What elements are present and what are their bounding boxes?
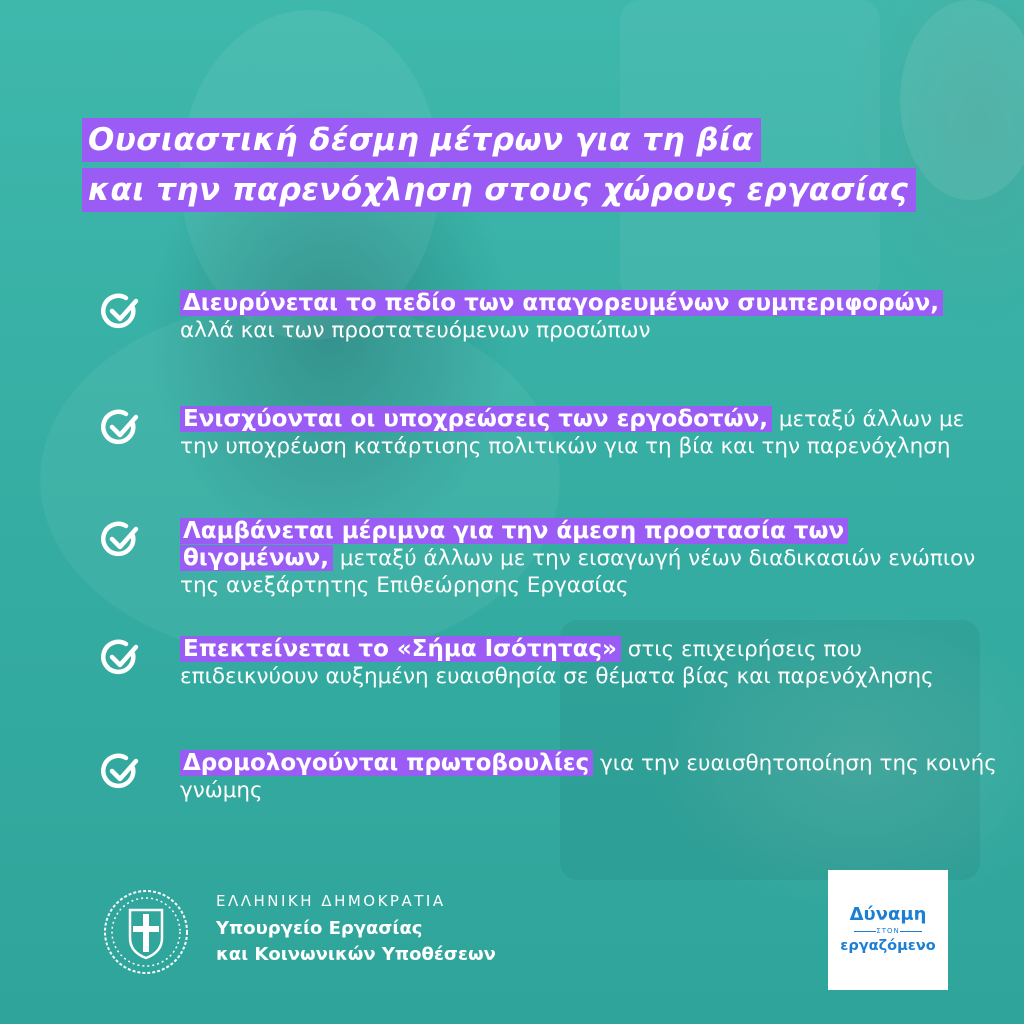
background-figure-shape bbox=[40, 300, 560, 660]
measure-text bbox=[180, 636, 1000, 690]
check-circle-icon bbox=[100, 752, 140, 792]
ministry-name-line-2: και Κοινωνικών Υποθέσεων bbox=[216, 944, 496, 965]
measure-text bbox=[180, 518, 1000, 599]
logo-word-dynami: Δύναμη bbox=[849, 904, 927, 925]
republic-label: ΕΛΛΗΝΙΚΗ ΔΗΜΟΚΡΑΤΙΑ bbox=[216, 892, 446, 910]
poster-title bbox=[82, 118, 916, 212]
measure-description: μεταξύ άλλων με την εισαγωγή νέων διαδικασιών ενώπιον της ανεξάρτητης Επιθεώρησης Εργασίας bbox=[180, 546, 976, 598]
measure-description: για την ευαισθητοποίηση της κοινής γνώμης bbox=[180, 751, 997, 803]
measure-highlight: Δρομολογούνται πρωτοβουλίες bbox=[180, 750, 593, 776]
measure-highlight: Ενισχύονται οι υποχρεώσεις των εργοδοτών, bbox=[180, 406, 772, 432]
ministry-name-line-1: Υπουργείο Εργασίας bbox=[216, 918, 423, 939]
logo-word-ston: ΣΤΟΝ bbox=[876, 927, 900, 935]
measure-highlight: Επεκτείνεται το «Σήμα Ισότητας» bbox=[180, 636, 621, 662]
measure-description: μεταξύ άλλων με την υποχρέωση κατάρτισης πολιτικών για τη βία και την παρενόχληση bbox=[180, 407, 965, 459]
measure-description: στις επιχειρήσεις που επιδεικνύουν αυξημένη ευαισθησία σε θέματα βίας και παρενόχλησης bbox=[180, 637, 934, 689]
measure-highlight: Λαμβάνεται μέριμνα για την άμεση προστασία των θιγομένων, bbox=[180, 518, 848, 571]
campaign-logo bbox=[828, 870, 948, 990]
title-line-2: και την παρενόχληση στους χώρους εργασίας bbox=[82, 168, 916, 212]
measure-highlight: Διευρύνεται το πεδίο των απαγορευμένων συμπεριφορών, bbox=[180, 290, 943, 316]
measure-text bbox=[180, 750, 1000, 804]
check-circle-icon bbox=[100, 520, 140, 560]
check-circle-icon bbox=[100, 292, 140, 332]
measure-description: αλλά και των προστατευόμενων προσώπων bbox=[180, 318, 651, 343]
logo-rule-right bbox=[900, 931, 922, 932]
check-circle-icon bbox=[100, 408, 140, 448]
background-person-shape bbox=[900, 0, 1024, 200]
check-circle-icon bbox=[100, 638, 140, 678]
greek-coat-of-arms-icon bbox=[102, 888, 190, 976]
measure-text bbox=[180, 406, 1000, 460]
title-line-1: Ουσιαστική δέσμη μέτρων για τη βία bbox=[82, 118, 761, 162]
measure-text bbox=[180, 290, 1000, 344]
logo-word-ergazomeno: εργαζόμενο bbox=[840, 938, 936, 954]
